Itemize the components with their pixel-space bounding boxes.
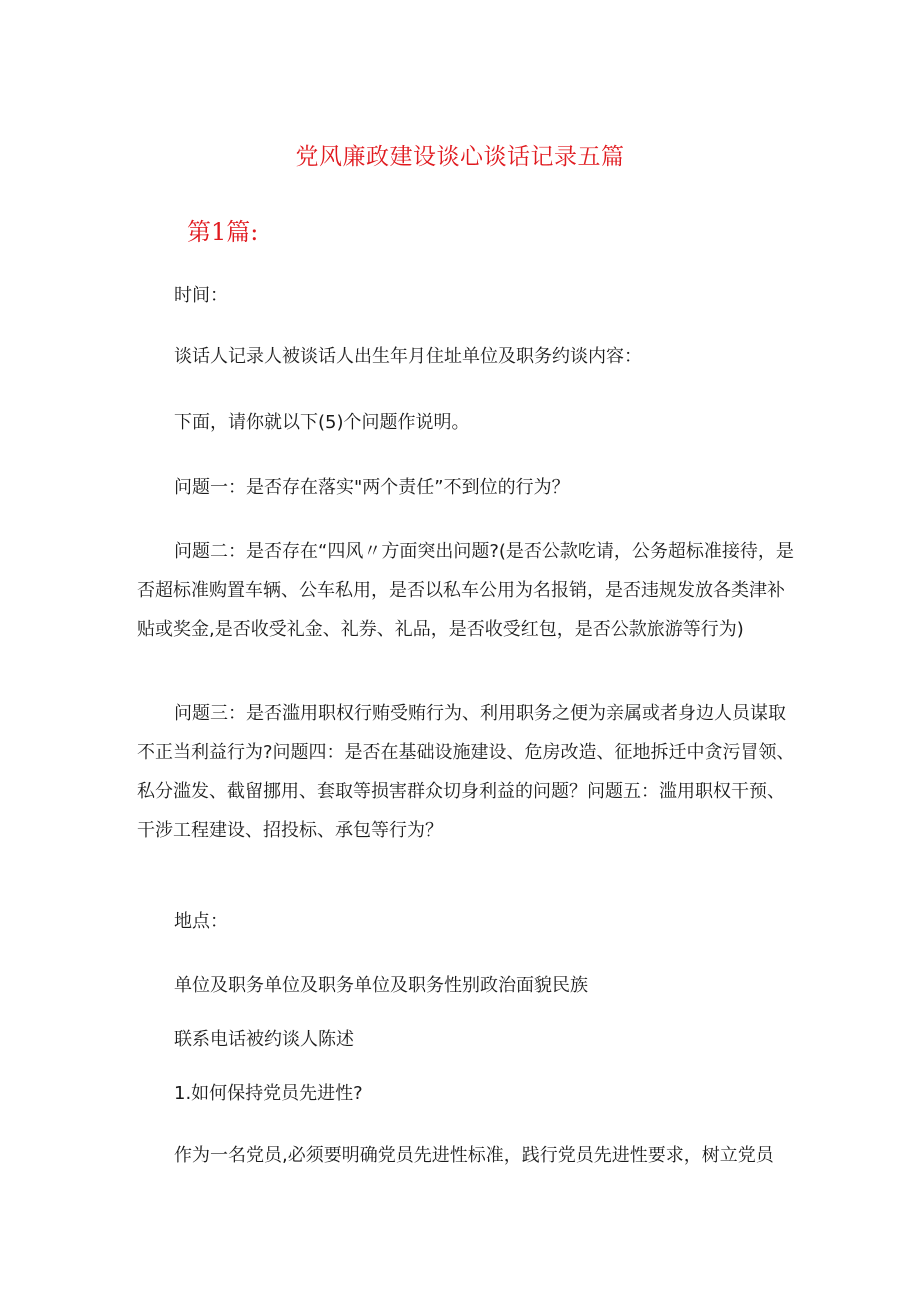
document-title: 党风廉政建设谈心谈话记录五篇	[295, 144, 625, 170]
paragraph-question-3: 问题三：是否滥用职权行贿受贿行为、利用职务之便为亲属或者身边人员谋取不正当利益行为?问题四：是否在基础设施建设、危房改造、征地拆迁中贪污冒领、私分滥发、截留挪用、套取等损害群众切身利益的问题？问题五：滥用职权干预、干涉工程建设、招投标、承包等行为？	[137, 703, 795, 841]
paragraph-item-1: 1.如何保持党员先进性?	[174, 1083, 363, 1104]
paragraph-location: 地点：	[174, 911, 228, 932]
paragraph-unit: 单位及职务单位及职务单位及职务性别政治面貌民族	[174, 975, 588, 996]
paragraph-time: 时间：	[174, 285, 228, 306]
paragraph-participants: 谈话人记录人被谈话人出生年月住址单位及职务约谈内容：	[174, 346, 642, 367]
chapter-heading: 第1篇:	[187, 218, 259, 246]
paragraph-question-1: 问题一：是否存在落实"两个责任”不到位的行为？	[174, 477, 570, 498]
paragraph-question-2: 问题二：是否存在“四风〃方面突出问题?(是否公款吃请，公务超标准接待，是否超标准购置车辆、公车私用，是否以私车公用为名报销，是否违规发放各类津补贴或奖金,是否收受礼金、礼券、礼品，是否收受红包，是否公款旅游等行为)	[137, 541, 794, 640]
paragraph-phone: 联系电话被约谈人陈述	[174, 1029, 354, 1050]
paragraph-intro: 下面，请你就以下(5)个问题作说明。	[174, 412, 470, 433]
paragraph-answer: 作为一名党员,必须要明确党员先进性标准，践行党员先进性要求，树立党员	[174, 1145, 774, 1166]
